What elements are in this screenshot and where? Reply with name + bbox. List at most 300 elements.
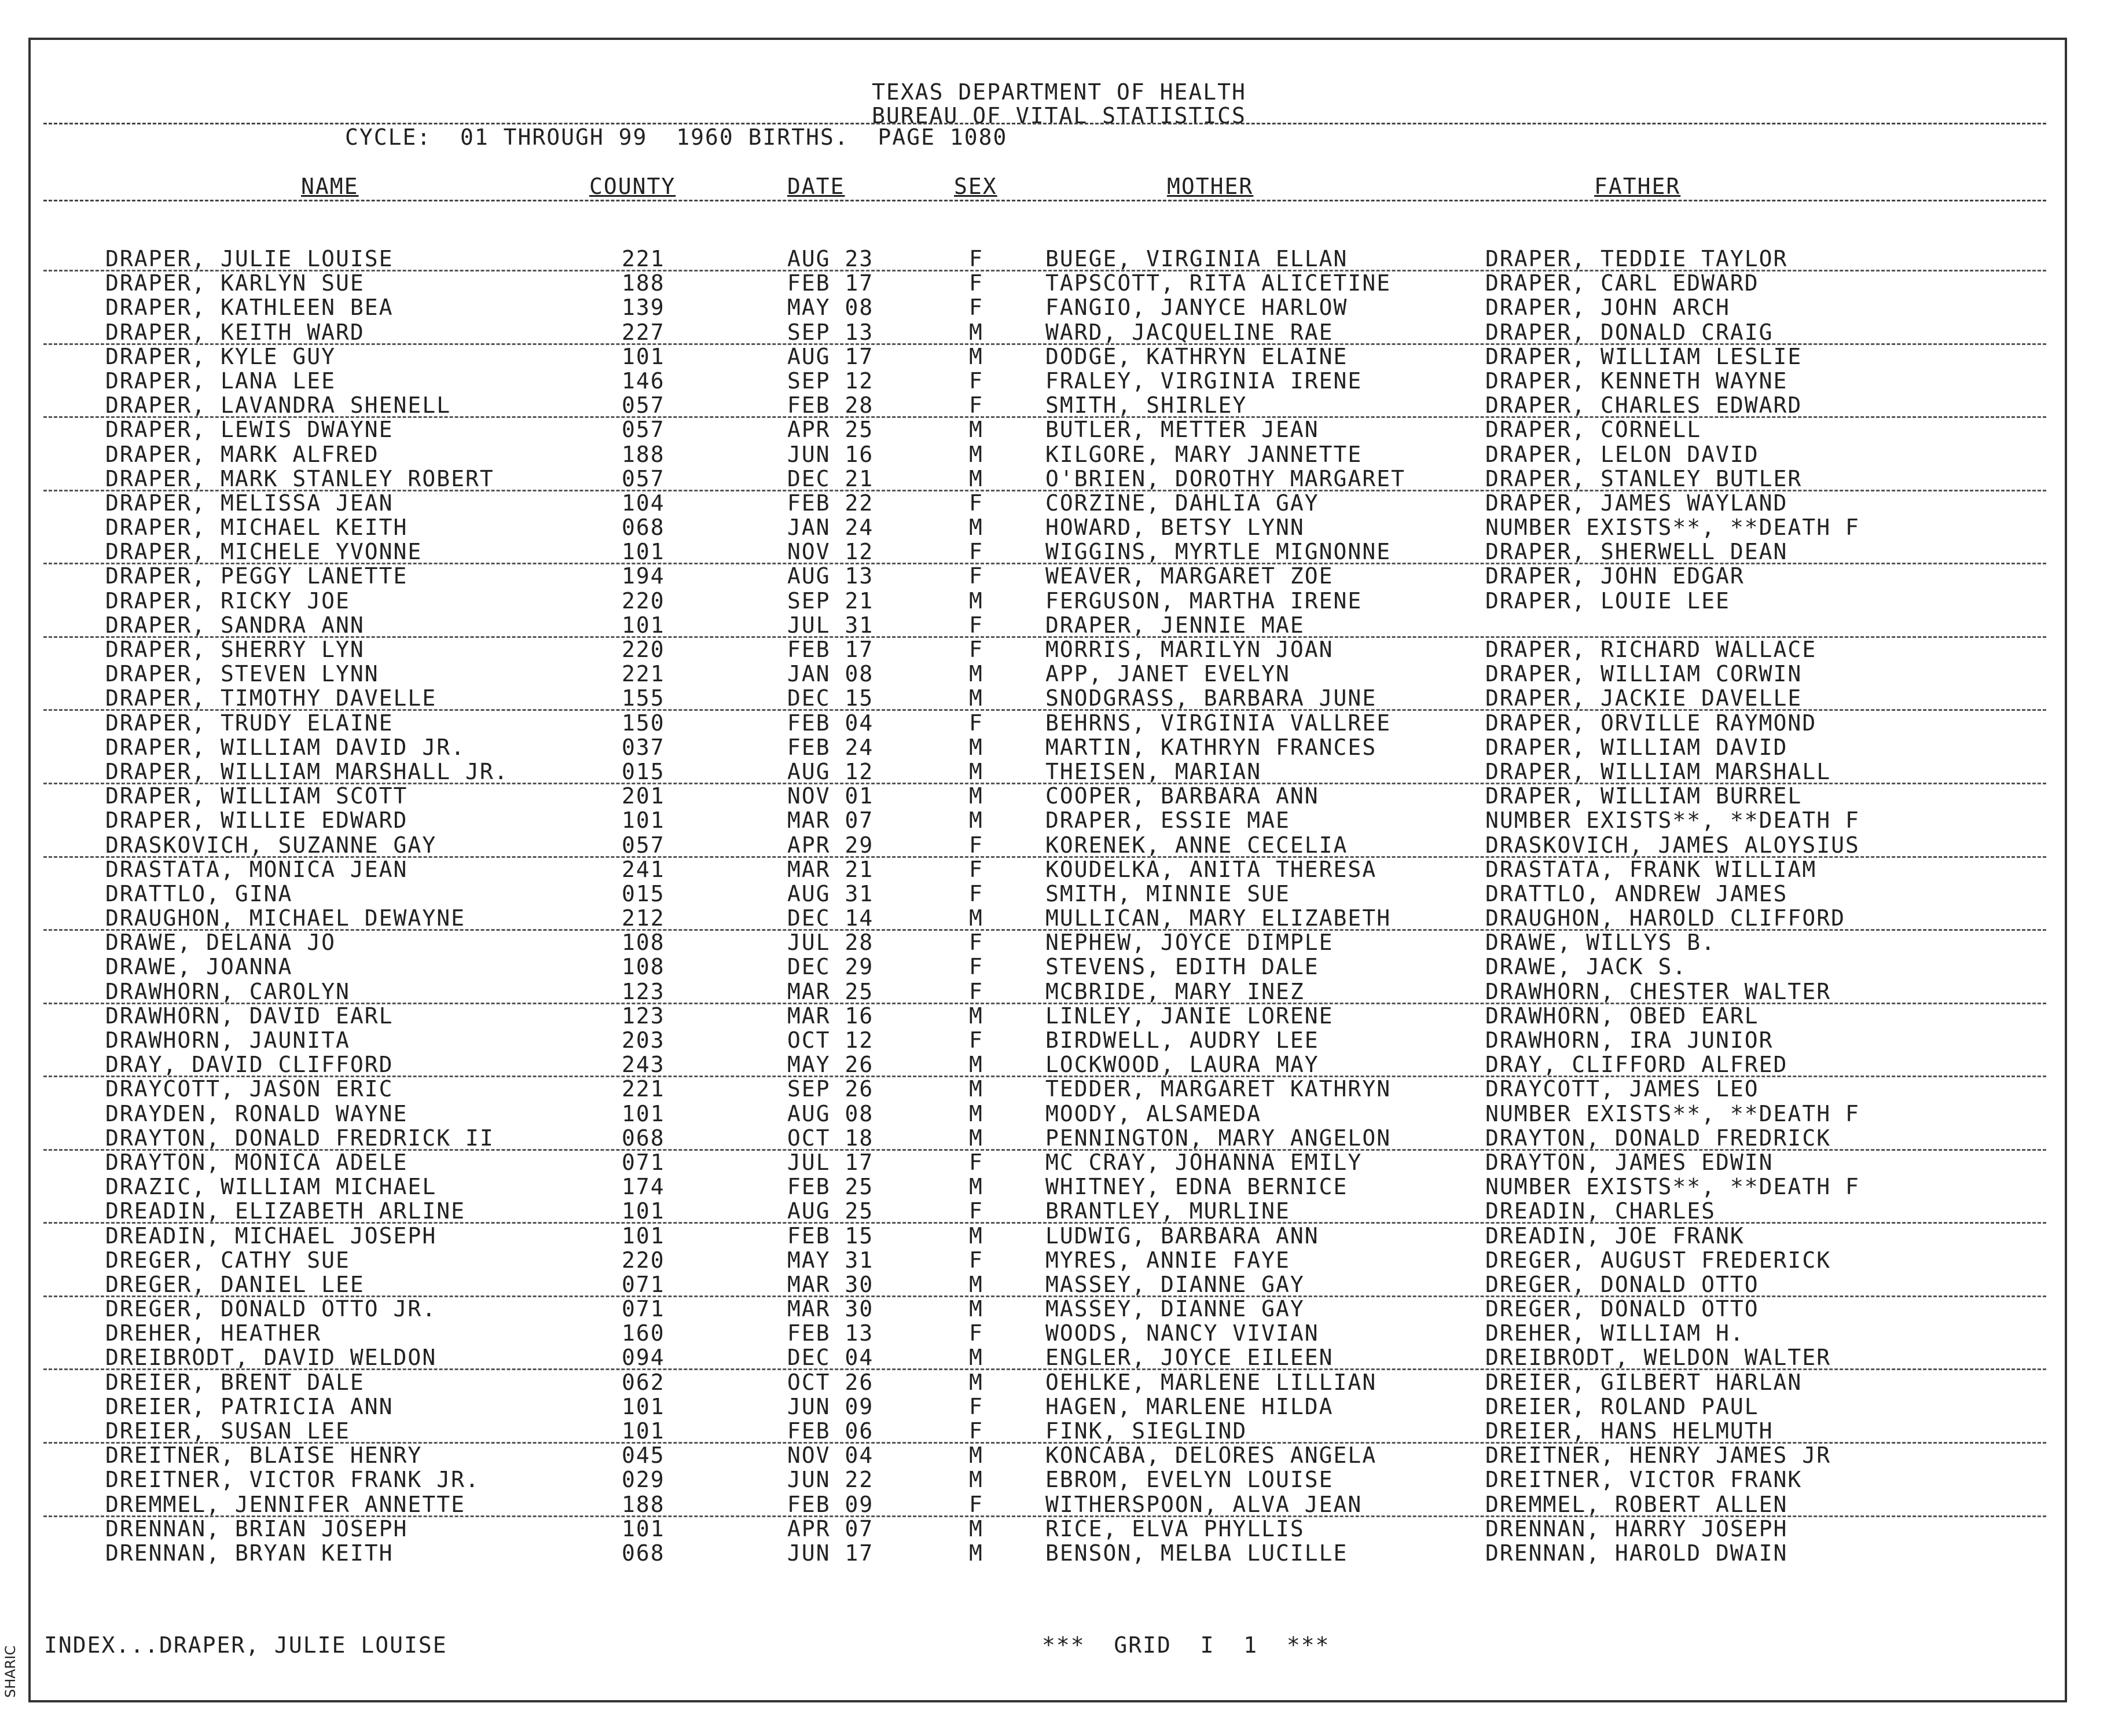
cell-date: FEB 17: [787, 270, 874, 296]
cell-date: FEB 28: [787, 392, 874, 419]
cell-sex: F: [969, 490, 983, 516]
cell-sex: F: [969, 832, 983, 858]
cell-sex: F: [969, 1027, 983, 1053]
cell-county: 188: [622, 1491, 665, 1517]
cell-sex: M: [969, 661, 983, 687]
table-row: [0, 784, 2118, 808]
cell-date: AUG 17: [787, 343, 874, 369]
cell-mother: KOUDELKA, ANITA THERESA: [1045, 856, 1377, 882]
cell-mother: SNODGRASS, BARBARA JUNE: [1045, 685, 1377, 711]
table-row: [0, 1052, 2118, 1077]
cell-sex: M: [969, 1345, 983, 1371]
cell-father: DRAWHORN, OBED EARL: [1485, 1003, 1759, 1029]
cell-mother: MOODY, ALSAMEDA: [1045, 1100, 1262, 1126]
cell-date: OCT 12: [787, 1027, 874, 1053]
cell-sex: F: [969, 246, 983, 271]
cell-sex: M: [969, 1467, 983, 1493]
cell-sex: M: [969, 1271, 983, 1297]
cell-county: 108: [622, 954, 665, 980]
cell-county: 108: [622, 930, 665, 956]
cell-county: 101: [622, 1100, 665, 1126]
cell-county: 188: [622, 270, 665, 296]
table-row: [0, 882, 2118, 906]
cell-mother: O'BRIEN, DOROTHY MARGARET: [1045, 465, 1405, 491]
table-row: [0, 1199, 2118, 1223]
cell-county: 037: [622, 734, 665, 760]
cell-mother: HAGEN, MARLENE HILDA: [1045, 1393, 1334, 1419]
cell-father: DRAWE, WILLYS B.: [1485, 930, 1716, 956]
cell-date: SEP 26: [787, 1076, 874, 1102]
cell-county: 243: [622, 1052, 665, 1078]
cell-name: DRAYCOTT, JASON ERIC: [105, 1076, 394, 1102]
cell-mother: DODGE, KATHRYN ELAINE: [1045, 343, 1348, 369]
cell-date: MAR 30: [787, 1271, 874, 1297]
cell-father: DRAPER, WILLIAM CORWIN: [1485, 661, 1803, 687]
cell-date: JUN 09: [787, 1393, 874, 1419]
column-header-name: NAME: [301, 174, 359, 199]
table-row: [0, 711, 2118, 735]
cell-sex: M: [969, 1515, 983, 1542]
cell-date: OCT 26: [787, 1369, 874, 1395]
cell-sex: F: [969, 1418, 983, 1444]
table-row: [0, 467, 2118, 491]
cell-name: DRAWHORN, JAUNITA: [105, 1027, 350, 1053]
cell-father: DRAWHORN, IRA JUNIOR: [1485, 1027, 1774, 1053]
table-row: [0, 442, 2118, 467]
cell-mother: BIRDWELL, AUDRY LEE: [1045, 1027, 1319, 1053]
table-row: [0, 1419, 2118, 1443]
cell-date: DEC 29: [787, 954, 874, 980]
cell-mother: MARTIN, KATHRYN FRANCES: [1045, 734, 1377, 760]
table-row: [0, 735, 2118, 759]
cell-name: DREGER, DANIEL LEE: [105, 1271, 365, 1297]
cell-date: AUG 25: [787, 1198, 874, 1224]
table-row: [0, 271, 2118, 295]
cell-father: DRAPER, RICHARD WALLACE: [1485, 637, 1817, 662]
cell-mother: FRALEY, VIRGINIA IRENE: [1045, 368, 1363, 394]
cell-date: SEP 21: [787, 588, 874, 614]
cell-county: 068: [622, 1540, 665, 1566]
cell-name: DRAPER, LANA LEE: [105, 368, 336, 394]
cell-sex: F: [969, 1149, 983, 1175]
cell-father: DRAPER, TEDDIE TAYLOR: [1485, 246, 1788, 271]
cell-sex: F: [969, 880, 983, 906]
cell-mother: MCBRIDE, MARY INEZ: [1045, 978, 1305, 1004]
cell-father: DRAPER, JOHN ARCH: [1485, 295, 1730, 321]
cell-county: 015: [622, 880, 665, 906]
cell-mother: TEDDER, MARGARET KATHRYN: [1045, 1076, 1392, 1102]
cell-county: 057: [622, 465, 665, 491]
cell-father: DRAYCOTT, JAMES LEO: [1485, 1076, 1759, 1102]
cell-county: 150: [622, 710, 665, 736]
cell-mother: LINLEY, JANIE LORENE: [1045, 1003, 1334, 1029]
table-row: [0, 1321, 2118, 1345]
cell-county: 015: [622, 758, 665, 784]
cell-sex: M: [969, 1003, 983, 1029]
cell-county: 104: [622, 490, 665, 516]
cell-sex: M: [969, 783, 983, 809]
cell-name: DRAPER, KARLYN SUE: [105, 270, 365, 296]
cell-father: NUMBER EXISTS**, **DEATH F: [1485, 1174, 1860, 1200]
table-row: [0, 1102, 2118, 1126]
table-row: [0, 613, 2118, 637]
cell-name: DRENNAN, BRYAN KEITH: [105, 1540, 394, 1566]
table-row: [0, 906, 2118, 930]
cell-date: FEB 15: [787, 1223, 874, 1249]
cell-date: FEB 25: [787, 1174, 874, 1200]
cell-name: DRAWE, JOANNA: [105, 954, 293, 980]
cell-county: 221: [622, 661, 665, 687]
cell-mother: KILGORE, MARY JANNETTE: [1045, 441, 1363, 467]
cell-sex: F: [969, 1491, 983, 1517]
cell-sex: F: [969, 563, 983, 589]
cell-father: DREHER, WILLIAM H.: [1485, 1320, 1745, 1346]
table-row: [0, 1077, 2118, 1101]
cell-county: 068: [622, 515, 665, 541]
cell-father: DRAPER, LELON DAVID: [1485, 441, 1759, 467]
table-row: [0, 344, 2118, 369]
table-row: [0, 1028, 2118, 1052]
cell-mother: CORZINE, DAHLIA GAY: [1045, 490, 1319, 516]
cell-county: 188: [622, 441, 665, 467]
table-row: [0, 1345, 2118, 1370]
cell-date: DEC 14: [787, 905, 874, 931]
cell-sex: M: [969, 1125, 983, 1151]
cell-date: AUG 12: [787, 758, 874, 784]
grid-label: *** GRID I 1 ***: [1042, 1632, 1330, 1658]
cell-father: DRASTATA, FRANK WILLIAM: [1485, 856, 1817, 882]
table-row: [0, 637, 2118, 662]
table-row: [0, 1467, 2118, 1492]
cell-county: 123: [622, 978, 665, 1004]
cell-name: DRAPER, MICHAEL KEITH: [105, 515, 408, 541]
cell-name: DRAWHORN, CAROLYN: [105, 978, 350, 1004]
cell-county: 057: [622, 832, 665, 858]
cell-name: DRAPER, LEWIS DWAYNE: [105, 417, 394, 443]
cell-father: DRAY, CLIFFORD ALFRED: [1485, 1052, 1788, 1078]
cell-name: DREGER, DONALD OTTO JR.: [105, 1296, 437, 1322]
cell-sex: F: [969, 1198, 983, 1224]
table-row: [0, 1492, 2118, 1517]
table-row: [0, 417, 2118, 442]
cell-sex: F: [969, 710, 983, 736]
table-row: [0, 491, 2118, 515]
cell-name: DRAPER, WILLIAM DAVID JR.: [105, 734, 465, 760]
cell-county: 221: [622, 1076, 665, 1102]
cell-sex: F: [969, 1393, 983, 1419]
cell-name: DREGER, CATHY SUE: [105, 1247, 350, 1273]
cell-father: DRAPER, SHERWELL DEAN: [1485, 539, 1788, 565]
cell-sex: F: [969, 930, 983, 956]
cell-county: 029: [622, 1467, 665, 1493]
cell-county: 227: [622, 319, 665, 345]
cell-sex: F: [969, 612, 983, 638]
cell-name: DRAYDEN, RONALD WAYNE: [105, 1100, 408, 1126]
cell-father: DREIER, HANS HELMUTH: [1485, 1418, 1774, 1444]
cell-father: DRAPER, DONALD CRAIG: [1485, 319, 1774, 345]
cell-father: DRAPER, WILLIAM MARSHALL: [1485, 758, 1831, 784]
table-row: [0, 320, 2118, 344]
cell-father: DREGER, DONALD OTTO: [1485, 1296, 1759, 1322]
cell-name: DREHER, HEATHER: [105, 1320, 322, 1346]
cell-name: DRASKOVICH, SUZANNE GAY: [105, 832, 437, 858]
cell-father: DREADIN, JOE FRANK: [1485, 1223, 1745, 1249]
cell-father: DREGER, AUGUST FREDERICK: [1485, 1247, 1831, 1273]
cell-mother: BRANTLEY, MURLINE: [1045, 1198, 1290, 1224]
cell-county: 101: [622, 1198, 665, 1224]
cell-father: DRAWHORN, CHESTER WALTER: [1485, 978, 1831, 1004]
cell-county: 201: [622, 783, 665, 809]
cell-county: 220: [622, 637, 665, 662]
cell-mother: WOODS, NANCY VIVIAN: [1045, 1320, 1319, 1346]
cell-date: AUG 23: [787, 246, 874, 271]
cell-mother: HOWARD, BETSY LYNN: [1045, 515, 1305, 541]
table-row: [0, 833, 2118, 857]
table-row: [0, 1126, 2118, 1150]
cell-date: JUN 16: [787, 441, 874, 467]
cell-mother: STEVENS, EDITH DALE: [1045, 954, 1319, 980]
cell-name: DRAZIC, WILLIAM MICHAEL: [105, 1174, 437, 1200]
cell-mother: MYRES, ANNIE FAYE: [1045, 1247, 1290, 1273]
cell-name: DREMMEL, JENNIFER ANNETTE: [105, 1491, 465, 1517]
cell-father: DRAPER, KENNETH WAYNE: [1485, 368, 1788, 394]
cell-name: DRAWHORN, DAVID EARL: [105, 1003, 394, 1029]
cell-sex: M: [969, 1174, 983, 1200]
cell-date: FEB 09: [787, 1491, 874, 1517]
cell-date: FEB 22: [787, 490, 874, 516]
cell-father: DREIER, ROLAND PAUL: [1485, 1393, 1759, 1419]
cell-county: 220: [622, 588, 665, 614]
cell-mother: WARD, JACQUELINE RAE: [1045, 319, 1334, 345]
cell-date: MAY 26: [787, 1052, 874, 1078]
cell-sex: F: [969, 1320, 983, 1346]
cell-name: DREIBRODT, DAVID WELDON: [105, 1345, 437, 1371]
table-row: [0, 1297, 2118, 1321]
cell-father: DREITNER, HENRY JAMES JR: [1485, 1443, 1831, 1469]
cell-name: DREIER, SUSAN LEE: [105, 1418, 350, 1444]
cell-sex: F: [969, 978, 983, 1004]
cell-mother: COOPER, BARBARA ANN: [1045, 783, 1319, 809]
cell-date: JUL 31: [787, 612, 874, 638]
cell-father: DREMMEL, ROBERT ALLEN: [1485, 1491, 1788, 1517]
cell-county: 212: [622, 905, 665, 931]
cell-father: DREADIN, CHARLES: [1485, 1198, 1716, 1224]
department-title: TEXAS DEPARTMENT OF HEALTH: [872, 79, 1246, 105]
cell-father: DRAPER, LOUIE LEE: [1485, 588, 1730, 614]
cell-date: OCT 18: [787, 1125, 874, 1151]
cell-date: FEB 24: [787, 734, 874, 760]
cell-date: FEB 13: [787, 1320, 874, 1346]
cell-date: MAY 08: [787, 295, 874, 321]
cell-father: DRAPER, WILLIAM BURREL: [1485, 783, 1803, 809]
cell-county: 101: [622, 1393, 665, 1419]
cell-sex: F: [969, 856, 983, 882]
cell-father: DRAUGHON, HAROLD CLIFFORD: [1485, 905, 1845, 931]
table-row: [0, 930, 2118, 955]
cell-mother: KONCABA, DELORES ANGELA: [1045, 1443, 1377, 1469]
cell-date: JAN 24: [787, 515, 874, 541]
cell-father: NUMBER EXISTS**, **DEATH F: [1485, 1100, 1860, 1126]
table-row: [0, 1443, 2118, 1467]
cell-date: MAR 25: [787, 978, 874, 1004]
column-header-sex: SEX: [954, 174, 997, 199]
cell-father: DRAPER, STANLEY BUTLER: [1485, 465, 1803, 491]
cell-date: AUG 13: [787, 563, 874, 589]
cell-name: DREADIN, MICHAEL JOSEPH: [105, 1223, 437, 1249]
cell-county: 174: [622, 1174, 665, 1200]
cell-father: DRAWE, JACK S.: [1485, 954, 1687, 980]
cell-father: DREIER, GILBERT HARLAN: [1485, 1369, 1803, 1395]
table-row: [0, 1370, 2118, 1394]
cell-father: DRAPER, ORVILLE RAYMOND: [1485, 710, 1817, 736]
cell-date: JUL 17: [787, 1149, 874, 1175]
cell-mother: MASSEY, DIANNE GAY: [1045, 1296, 1305, 1322]
header-divider: [43, 123, 2046, 124]
cell-date: JUN 17: [787, 1540, 874, 1566]
cell-name: DRAPER, MICHELE YVONNE: [105, 539, 423, 565]
cell-mother: MASSEY, DIANNE GAY: [1045, 1271, 1305, 1297]
cell-mother: MULLICAN, MARY ELIZABETH: [1045, 905, 1392, 931]
cell-sex: M: [969, 758, 983, 784]
cell-county: 101: [622, 539, 665, 565]
cell-name: DRAYTON, DONALD FREDRICK II: [105, 1125, 494, 1151]
cell-date: DEC 04: [787, 1345, 874, 1371]
cell-date: NOV 01: [787, 783, 874, 809]
table-row: [0, 808, 2118, 832]
cell-county: 045: [622, 1443, 665, 1469]
cell-name: DRAPER, KEITH WARD: [105, 319, 365, 345]
cell-sex: M: [969, 1100, 983, 1126]
cell-mother: OEHLKE, MARLENE LILLIAN: [1045, 1369, 1377, 1395]
cell-father: DRAYTON, DONALD FREDRICK: [1485, 1125, 1831, 1151]
table-row: [0, 295, 2118, 320]
cell-date: JUN 22: [787, 1467, 874, 1493]
cell-name: DRAPER, KATHLEEN BEA: [105, 295, 394, 321]
table-row: [0, 247, 2118, 271]
cell-date: MAR 16: [787, 1003, 874, 1029]
cell-date: MAY 31: [787, 1247, 874, 1273]
table-row: [0, 955, 2118, 979]
cell-county: 101: [622, 1418, 665, 1444]
cell-mother: WEAVER, MARGARET ZOE: [1045, 563, 1334, 589]
cell-name: DREADIN, ELIZABETH ARLINE: [105, 1198, 465, 1224]
cell-mother: LOCKWOOD, LAURA MAY: [1045, 1052, 1319, 1078]
cell-name: DRASTATA, MONICA JEAN: [105, 856, 408, 882]
table-row: [0, 1272, 2118, 1297]
table-row: [0, 1248, 2118, 1272]
cell-name: DRAPER, TRUDY ELAINE: [105, 710, 394, 736]
cell-father: DRAPER, JOHN EDGAR: [1485, 563, 1745, 589]
cell-father: DRAPER, CHARLES EDWARD: [1485, 392, 1803, 419]
column-header-mother: MOTHER: [1167, 174, 1254, 199]
cell-father: DREGER, DONALD OTTO: [1485, 1271, 1759, 1297]
cell-county: 155: [622, 685, 665, 711]
cell-sex: F: [969, 368, 983, 394]
bureau-title: BUREAU OF VITAL STATISTICS: [872, 103, 1246, 129]
cell-mother: EBROM, EVELYN LOUISE: [1045, 1467, 1334, 1493]
table-row: [0, 1517, 2118, 1541]
cell-date: APR 29: [787, 832, 874, 858]
cell-date: JUL 28: [787, 930, 874, 956]
cell-county: 139: [622, 295, 665, 321]
cell-sex: F: [969, 637, 983, 662]
cell-father: NUMBER EXISTS**, **DEATH F: [1485, 515, 1860, 541]
cell-name: DRAPER, WILLIE EDWARD: [105, 808, 408, 834]
cell-mother: ENGLER, JOYCE EILEEN: [1045, 1345, 1334, 1371]
cell-sex: F: [969, 295, 983, 321]
cell-name: DRAUGHON, MICHAEL DEWAYNE: [105, 905, 465, 931]
cell-date: MAR 30: [787, 1296, 874, 1322]
cell-name: DRAPER, MARK STANLEY ROBERT: [105, 465, 494, 491]
cell-father: DRAPER, JAMES WAYLAND: [1485, 490, 1788, 516]
column-header-county: COUNTY: [589, 174, 676, 199]
cell-name: DRAPER, TIMOTHY DAVELLE: [105, 685, 437, 711]
cell-mother: FERGUSON, MARTHA IRENE: [1045, 588, 1363, 614]
cell-father: NUMBER EXISTS**, **DEATH F: [1485, 808, 1860, 834]
cell-name: DRAPER, STEVEN LYNN: [105, 661, 379, 687]
cell-county: 101: [622, 1223, 665, 1249]
cell-mother: SMITH, MINNIE SUE: [1045, 880, 1290, 906]
table-row: [0, 1004, 2118, 1028]
cell-date: FEB 17: [787, 637, 874, 662]
cell-county: 068: [622, 1125, 665, 1151]
cell-sex: M: [969, 1223, 983, 1249]
cell-county: 241: [622, 856, 665, 882]
cell-sex: M: [969, 808, 983, 834]
cell-date: MAR 07: [787, 808, 874, 834]
cell-date: APR 07: [787, 1515, 874, 1542]
cell-date: NOV 12: [787, 539, 874, 565]
cell-sex: M: [969, 319, 983, 345]
cell-name: DRAPER, SANDRA ANN: [105, 612, 365, 638]
cell-date: AUG 31: [787, 880, 874, 906]
cell-mother: FANGIO, JANYCE HARLOW: [1045, 295, 1348, 321]
cell-name: DREIER, BRENT DALE: [105, 1369, 365, 1395]
table-row: [0, 1541, 2118, 1565]
cell-date: JAN 08: [787, 661, 874, 687]
cell-county: 123: [622, 1003, 665, 1029]
cell-mother: APP, JANET EVELYN: [1045, 661, 1290, 687]
cell-name: DREITNER, BLAISE HENRY: [105, 1443, 423, 1469]
cell-county: 160: [622, 1320, 665, 1346]
cell-sex: M: [969, 441, 983, 467]
table-row: [0, 369, 2118, 393]
cell-mother: KORENEK, ANNE CECELIA: [1045, 832, 1348, 858]
cell-name: DRAPER, LAVANDRA SHENELL: [105, 392, 452, 419]
cell-father: DRASKOVICH, JAMES ALOYSIUS: [1485, 832, 1860, 858]
cell-county: 221: [622, 246, 665, 271]
cell-father: DREITNER, VICTOR FRANK: [1485, 1467, 1803, 1493]
cell-sex: F: [969, 539, 983, 565]
cell-mother: FINK, SIEGLIND: [1045, 1418, 1247, 1444]
cell-name: DRAY, DAVID CLIFFORD: [105, 1052, 394, 1078]
cell-mother: PENNINGTON, MARY ANGELON: [1045, 1125, 1392, 1151]
column-header-date: DATE: [787, 174, 845, 199]
cell-sex: F: [969, 954, 983, 980]
cell-sex: M: [969, 465, 983, 491]
cell-county: 071: [622, 1271, 665, 1297]
table-row: [0, 662, 2118, 686]
cell-name: DRAPER, MARK ALFRED: [105, 441, 379, 467]
table-row: [0, 515, 2118, 539]
cell-name: DRAPER, WILLIAM SCOTT: [105, 783, 408, 809]
cell-date: FEB 04: [787, 710, 874, 736]
table-row: [0, 589, 2118, 613]
cell-mother: WIGGINS, MYRTLE MIGNONNE: [1045, 539, 1392, 565]
cell-county: 101: [622, 1515, 665, 1542]
table-row: [0, 564, 2118, 588]
cell-mother: MORRIS, MARILYN JOAN: [1045, 637, 1334, 662]
